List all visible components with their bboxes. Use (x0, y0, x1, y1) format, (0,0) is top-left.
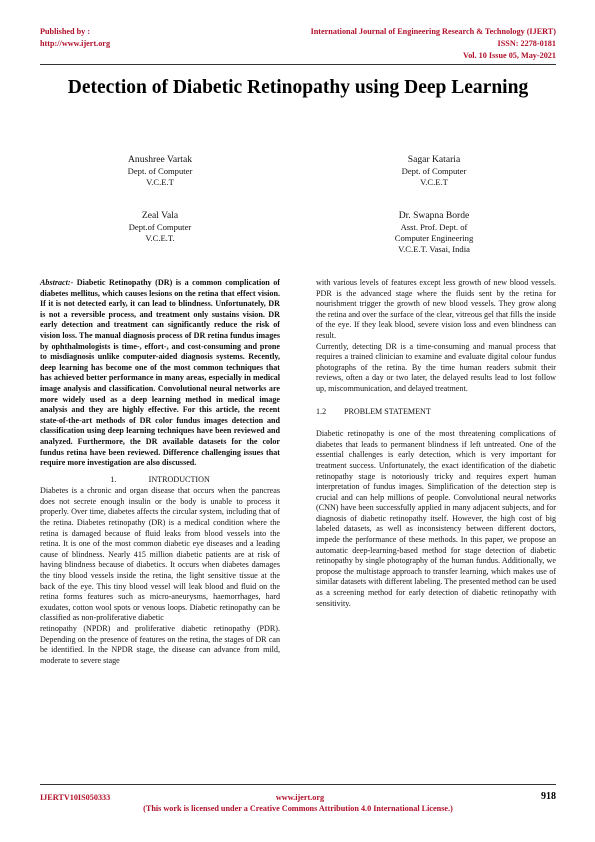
author-affiliation: V.C.E.T. (145, 233, 175, 243)
author-affiliation: V.C.E.T (420, 177, 448, 187)
right-column (316, 278, 556, 609)
author-block (60, 154, 260, 188)
body-paragraph: with various levels of features except less growth of new blood vessels. PDR is the advanced stage where the fluids sent by the retina for nourishment trigger the growth of new blood vessels. They grow along the retina and over the surface of the clear, vitreous gel that fills the inside of the eye. If they leak blood, severe vision loss and even blindness can result. (316, 278, 556, 340)
abstract (40, 278, 280, 469)
author-block (60, 210, 260, 244)
body-paragraph: Diabetic retinopathy is one of the most threatening complications of diabetes that leads to permanent blindness if left untreated. One of the essential challenges is early detection, which is very important for treatment success. Unfortunately, the exact identification of the diabetic retinopathy stage is notoriously tricky and requires expert human interpretation of fundus images. Simplification of the detection step is crucial and can help millions of people. Convolutional neural networks (CNN) have been successfully applied in many adjacent subjects, and for diagnosis of diabetic retinopathy itself. However, the high cost of big labeled datasets, as well as inconsistency between different doctors, impede the performance of these methods. In this paper, we propose an automatic deep-learning-based method for stage detection of diabetic retinopathy by single photography of the human fundus. Additionally, we propose the multistage approach to transfer learning, which makes use of similar datasets with different labeling. The presented method can be used as a screening method for early detection of diabetic retinopathy with sensitivity. (316, 429, 556, 608)
license-link[interactable]: (This work is licensed under a Creative Commons Attribution 4.0 International License.) (143, 804, 453, 813)
paper-id: IJERTV10IS050333 (40, 793, 111, 802)
journal-name: International Journal of Engineering Research & Technology (IJERT) (310, 27, 556, 36)
publisher-label: Published by : (40, 27, 91, 36)
footer-site-link[interactable]: www.ijert.org (275, 793, 325, 802)
abstract-text: Diabetic Retinopathy (DR) is a common complication of diabetes mellitus, which causes lesions on the retina that effect vision. If it is not detected early, it can lead to blindness. Unfortunately, DR is not a reversible process, and treatment only sustains vision. DR early detection and treatment can significantly reduce the risk of vision loss. The manual diagnosis process of DR retina fundus images by ophthalmologists is time-, effort-, and cost-consuming and prone to misdiagnosis unlike computer-aided diagnosis systems. Recently, deep learning has become one of the most common techniques that has achieved better performance in many areas, especially in medical image analysis and classification. Convolutional neural networks are more widely used as a deep learning method in medical image analysis and they are highly effective. For this article, the recent state-of-the-art methods of DR color fundus images detection and classification using deep learning techniques have been reviewed and analyzed. Furthermore, the DR available datasets for the color fundus retina have been reviewed. Difference challenging issues that require more investigation are also discussed. (40, 278, 280, 468)
author-affiliation: Dept.of Computer (128, 222, 192, 232)
author-block (334, 154, 534, 188)
author-affiliation: Computer Engineering (394, 233, 474, 243)
left-column (40, 278, 280, 666)
page-number: 918 (541, 791, 556, 802)
paper-title: Detection of Diabetic Retinopathy using Deep Learning (67, 77, 529, 98)
author-affiliation: Asst. Prof. Dept. of (400, 222, 468, 232)
author-name: Sagar Kataria (407, 154, 461, 165)
header-rule (40, 64, 556, 65)
section-number: 1. (110, 474, 117, 484)
section-heading-introduction (40, 475, 280, 486)
journal-url-link[interactable]: http://www.ijert.org (40, 39, 111, 48)
header-right (256, 26, 556, 62)
volume-issue: Vol. 10 Issue 05, May-2021 (463, 51, 556, 60)
author-affiliation: V.C.E.T (146, 177, 174, 187)
author-name: Dr. Swapna Borde (398, 210, 470, 221)
section-number: 1.2 (316, 406, 327, 416)
body-paragraph: retinopathy (NPDR) and proliferative diabetic retinopathy (PDR). Depending on the presence of features on the retina, the stages of DR can be identified. In the NPDR stage, the disease can advance from mild, moderate to severe stage (40, 624, 280, 665)
abstract-label: Abstract:- (40, 278, 74, 287)
author-affiliation: V.C.E.T. Vasai, India (398, 244, 470, 254)
issn: ISSN: 2278-0181 (497, 39, 556, 48)
body-paragraph: Diabetes is a chronic and organ disease that occurs when the pancreas does not secrete enough insulin or the body is unable to process it properly. Over time, diabetes affects the circular system, including that of the retina. Diabetes retinopathy (DR) is a medical condition where the retina is damaged because of fluid leaks from blood vessels into the retina. It is one of the most common diabetic eye diseases and a leading cause of blindness. Nearly 415 million diabetic patients are at risk of having blindness because of diabetics. It occurs when diabetes damages the tiny blood vessels inside the retina, the light sensitive tissue at the back of the eye. This tiny blood vessel will leak blood and fluid on the retina forms features such as micro-aneurysms, haemorrhages, hard exudates, cotton wool spots or venous loops. Diabetic retinopathy can be classified as non-proliferative diabetic (40, 486, 280, 623)
footer-rule (40, 784, 556, 785)
section-title: PROBLEM STATEMENT (344, 406, 431, 416)
body-paragraph: Currently, detecting DR is a time-consuming and manual process that requires a trained clinician to examine and evaluate digital colour fundus photographs of the retina. By the time human readers submit their reviews, often a day or two later, the delayed results lead to lost follow up, miscommunication, and delayed treatment. (316, 341, 556, 393)
section-heading-problem-statement (316, 407, 556, 418)
header-left (40, 26, 110, 50)
author-affiliation: Dept. of Computer (127, 166, 193, 176)
author-affiliation: Dept. of Computer (401, 166, 467, 176)
author-name: Zeal Vala (141, 210, 179, 221)
author-name: Anushree Vartak (127, 154, 193, 165)
section-title: INTRODUCTION (148, 474, 210, 484)
author-block (334, 210, 534, 255)
